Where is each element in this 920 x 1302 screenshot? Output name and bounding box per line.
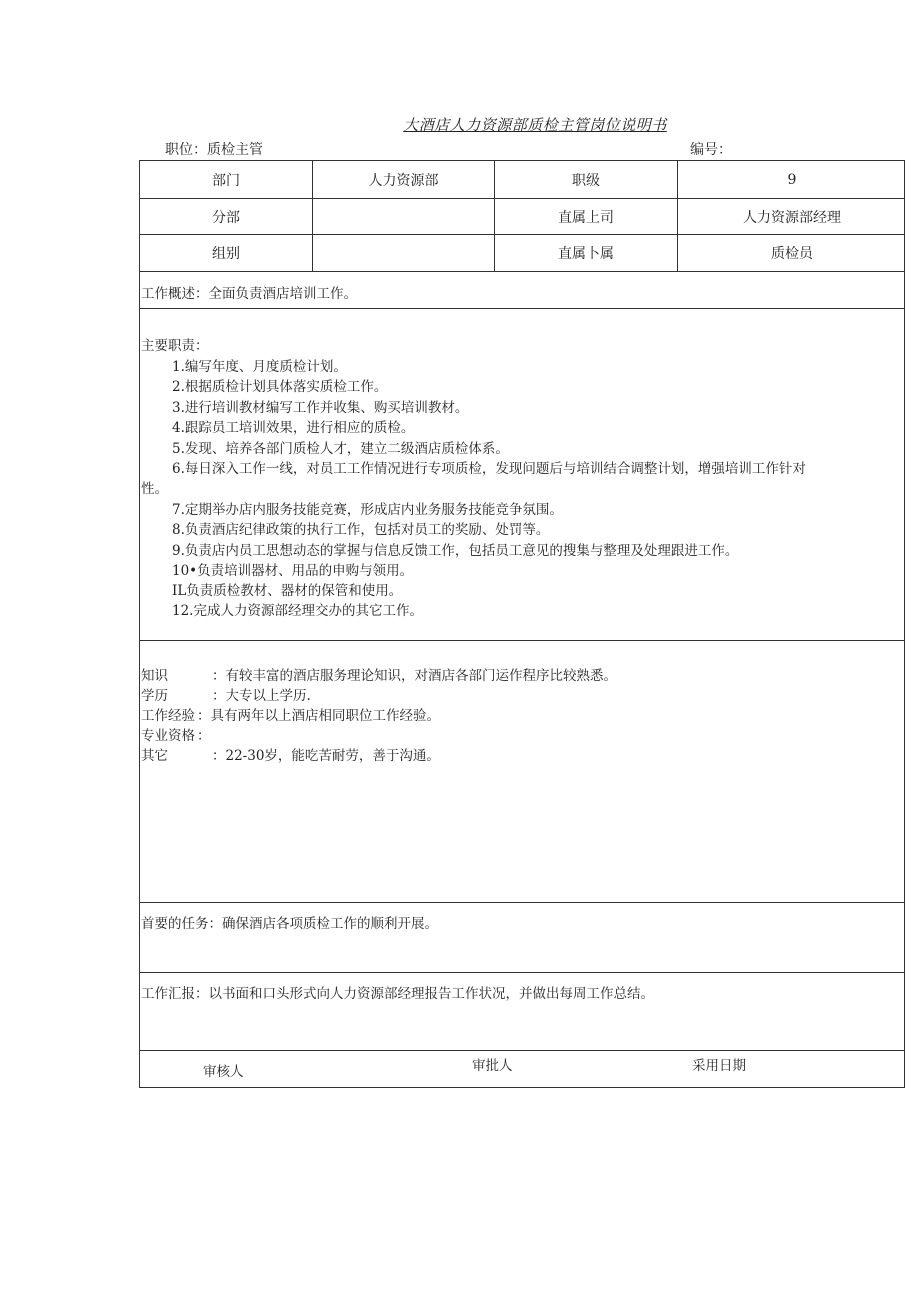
qual-experience-label: 工作经验: [141, 708, 195, 724]
report-text: 工作汇报：以书面和口头形式向人力资源部经理报告工作状况，并做出每周工作总结。: [141, 986, 654, 1002]
qual-certification-value: ：: [197, 728, 211, 744]
qual-certification-label: 专业资格: [141, 728, 195, 744]
table-row: [140, 199, 904, 235]
subordinate-value-cell: 质检员: [771, 246, 813, 262]
qual-education-label: 学历: [141, 688, 168, 704]
overview-section: [140, 272, 904, 309]
division-label-cell: 分部: [140, 199, 313, 234]
dept-value-cell: 人力资源部: [313, 161, 495, 198]
reviewer-label: 审核人: [203, 1064, 244, 1080]
qual-knowledge-value: ：有较丰富的酒店服务理论知识，对酒店各部门运作程序比较熟悉。: [212, 668, 617, 684]
duties-heading: 主要职责：: [141, 338, 209, 354]
dept-label-cell: 部门: [140, 161, 313, 198]
duty-item: 3.进行培训教材编写工作并收集、购买培训教材。: [172, 400, 469, 416]
report-section: [140, 973, 904, 1051]
number-label: 编号：: [690, 142, 732, 158]
duty-item: 8.负责酒店纪律政策的执行工作，包括对员工的奖励、处罚等。: [172, 522, 550, 538]
primary-task-section: [140, 903, 904, 973]
supervisor-label-cell: 直属上司: [495, 199, 678, 234]
duty-item: IL负责质检教材、器材的保管和使用。: [172, 583, 403, 599]
approver-label: 审批人: [472, 1058, 513, 1074]
table-row: [140, 161, 904, 199]
duty-item: 10•负责培训器材、用品的申购与领用。: [172, 563, 414, 579]
qual-education-value: ：大专以上学历.: [212, 688, 311, 704]
signature-section: [140, 1051, 904, 1089]
duty-item: 4.跟踪员工培训效果，进行相应的质检。: [172, 420, 415, 436]
division-value-cell: [313, 199, 495, 234]
table-row: [140, 235, 904, 272]
document-title: 大酒店人力资源部质检主管岗位说明书: [403, 116, 667, 134]
duty-item: 6.每日深入工作一线，对员工工作情况进行专项质检，发现问题后与培训结合调整计划，增强培训工作针对: [172, 461, 806, 477]
qual-experience-value: ：具有两年以上酒店相同职位工作经验。: [197, 708, 440, 724]
duty-item: 5.发现、培养各部门质检人才，建立二级酒店质检体系。: [172, 441, 509, 457]
overview-text: 工作概述：全面负责酒店培训工作。: [141, 286, 357, 302]
duty-item: 7.定期举办店内服务技能竞赛，形成店内业务服务技能竞争氛围。: [172, 502, 563, 518]
duty-item: 2.根据质检计划具体落实质检工作。: [172, 379, 388, 395]
duty-item: 1.编写年度、月度质检计划。: [172, 359, 347, 375]
duty-item: 9.负责店内员工思想动态的掌握与信息反馈工作，包括员工意见的搜集与整理及处理跟进工作。: [172, 543, 739, 559]
supervisor-value-cell: 人力资源部经理: [743, 209, 841, 226]
position-label: 职位：质检主管: [165, 142, 263, 158]
grade-value-cell: 9: [787, 171, 797, 188]
qualifications-section: [140, 641, 904, 903]
qual-other-value: ：22-30岁，能吃苦耐劳，善于沟通。: [212, 748, 440, 764]
duty-item: 12.完成人力资源部经理交办的其它工作。: [172, 603, 423, 619]
grade-label-cell: 职级: [495, 161, 678, 198]
subordinate-label-cell: 直属卜属: [495, 235, 678, 271]
job-description-form: [139, 160, 905, 1088]
duties-section: [140, 309, 904, 641]
group-value-cell: [313, 235, 495, 271]
adoption-date-label: 采用日期: [692, 1058, 746, 1074]
qual-other-label: 其它: [141, 748, 168, 764]
primary-task-text: 首要的任务：确保酒店各项质检工作的顺利开展。: [141, 916, 438, 932]
qual-knowledge-label: 知识: [141, 668, 168, 684]
duty-item-continuation: 性。: [141, 481, 168, 497]
group-label-cell: 组别: [140, 235, 313, 271]
